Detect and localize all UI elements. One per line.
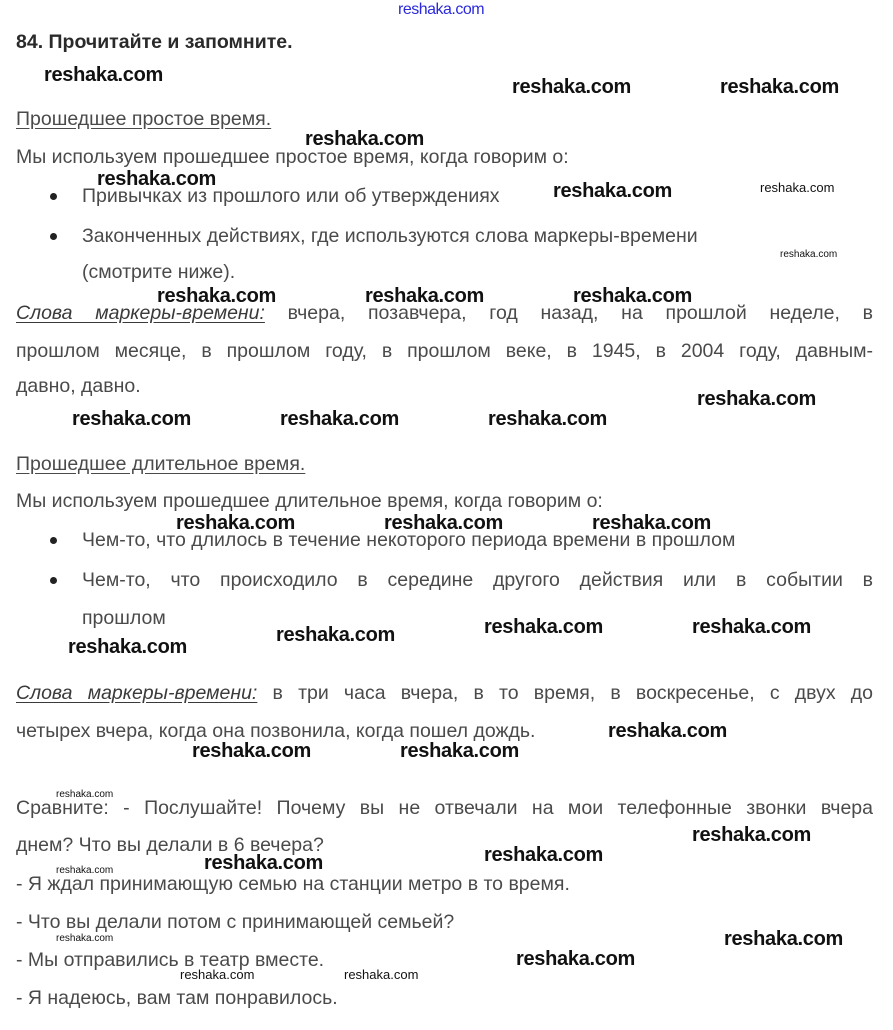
- watermark: reshaka.com: [56, 865, 114, 876]
- watermark: reshaka.com: [305, 128, 424, 150]
- compare-line: - Я ждал принимающую семью на станции метро в то время.: [16, 873, 570, 895]
- past-simple-bullet: Привычках из прошлого или об утверждениях: [82, 185, 500, 207]
- watermark: reshaka.com: [516, 948, 635, 970]
- watermark: reshaka.com: [344, 967, 419, 982]
- compare-line: Сравните: - Послушайте! Почему вы не отвечали на мои телефонные звонки вчера: [16, 797, 873, 819]
- markers-text: в три часа вчера, в то время, в воскресенье, с двух до: [272, 682, 873, 704]
- watermark: reshaka.com: [204, 852, 323, 874]
- compare-line: - Мы отправились в театр вместе.: [16, 949, 325, 971]
- markers-text: вчера, позавчера, год назад, на прошлой неделе, в: [287, 302, 873, 324]
- header-watermark: reshaka.com: [398, 1, 485, 18]
- watermark: reshaka.com: [692, 824, 811, 846]
- past-simple-markers-line: давно, давно.: [16, 375, 141, 397]
- past-continuous-heading: Прошедшее длительное время.: [16, 453, 306, 475]
- watermark: reshaka.com: [608, 720, 727, 742]
- watermark: reshaka.com: [192, 740, 311, 762]
- bullet-icon: [50, 193, 57, 200]
- watermark: reshaka.com: [280, 408, 399, 430]
- watermark: reshaka.com: [56, 933, 114, 944]
- past-simple-bullet: Законченных действиях, где используются слова маркеры-времени: [82, 225, 698, 247]
- markers-label: Слова маркеры-времени:: [16, 682, 258, 704]
- watermark: reshaka.com: [484, 844, 603, 866]
- watermark: reshaka.com: [692, 616, 811, 638]
- watermark: reshaka.com: [400, 740, 519, 762]
- bullet-icon: [50, 577, 57, 584]
- watermark: reshaka.com: [573, 285, 692, 307]
- watermark: reshaka.com: [157, 285, 276, 307]
- past-simple-intro: Мы используем прошедшее простое время, когда говорим о:: [16, 146, 569, 168]
- past-continuous-bullet: Чем-то, что длилось в течение некоторого периода времени в прошлом: [82, 529, 736, 551]
- watermark: reshaka.com: [365, 285, 484, 307]
- exercise-title: 84. Прочитайте и запомните.: [16, 31, 293, 53]
- past-continuous-bullet: Чем-то, что происходило в середине другого действия или в событии в: [82, 569, 873, 591]
- past-simple-heading: Прошедшее простое время.: [16, 108, 272, 130]
- past-continuous-bullet-cont: прошлом: [82, 607, 166, 629]
- watermark: reshaka.com: [720, 76, 839, 98]
- watermark: reshaka.com: [176, 512, 295, 534]
- watermark: reshaka.com: [512, 76, 631, 98]
- compare-line: - Что вы делали потом с принимающей семьей?: [16, 911, 455, 933]
- compare-line: днем? Что вы делали в 6 вечера?: [16, 834, 324, 856]
- watermark: reshaka.com: [553, 180, 672, 202]
- watermark: reshaka.com: [484, 616, 603, 638]
- watermark: reshaka.com: [488, 408, 607, 430]
- past-continuous-markers-line: четырех вчера, когда она позвонила, когда пошел дождь.: [16, 720, 536, 742]
- bullet-icon: [50, 537, 57, 544]
- watermark: reshaka.com: [697, 388, 816, 410]
- bullet-icon: [50, 233, 57, 240]
- past-continuous-intro: Мы используем прошедшее длительное время, когда говорим о:: [16, 490, 603, 512]
- markers-label: Слова маркеры-времени:: [16, 302, 265, 324]
- watermark: reshaka.com: [56, 789, 114, 800]
- watermark: reshaka.com: [724, 928, 843, 950]
- compare-line: - Я надеюсь, вам там понравилось.: [16, 987, 338, 1009]
- watermark: reshaka.com: [180, 967, 255, 982]
- watermark: reshaka.com: [760, 180, 835, 195]
- watermark: reshaka.com: [72, 408, 191, 430]
- past-simple-markers-line: прошлом месяце, в прошлом году, в прошлом веке, в 1945, в 2004 году, давным-: [16, 340, 873, 362]
- past-simple-bullet-cont: (смотрите ниже).: [82, 261, 236, 283]
- watermark: reshaka.com: [592, 512, 711, 534]
- watermark: reshaka.com: [68, 636, 187, 658]
- past-continuous-markers-line: [16, 681, 873, 705]
- watermark: reshaka.com: [384, 512, 503, 534]
- watermark: reshaka.com: [780, 249, 838, 260]
- watermark: reshaka.com: [276, 624, 395, 646]
- watermark: reshaka.com: [97, 168, 216, 190]
- watermark: reshaka.com: [44, 64, 163, 86]
